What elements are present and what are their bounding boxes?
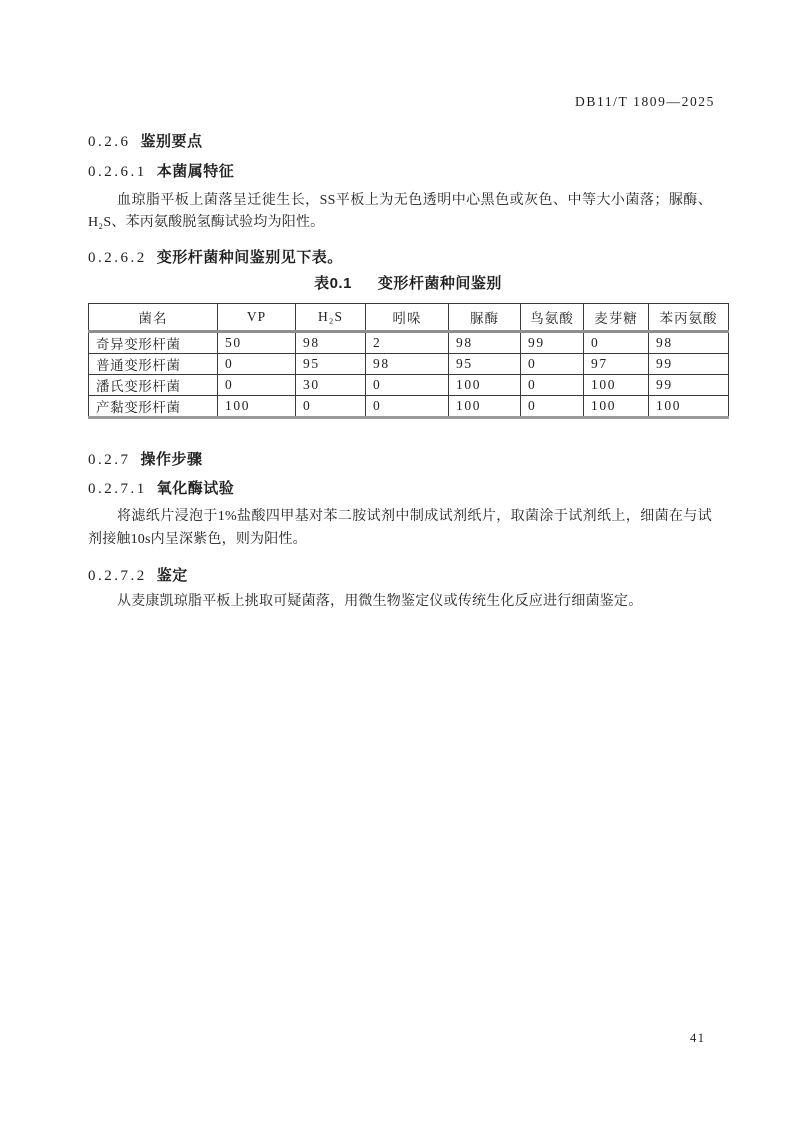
paragraph-oxidase-test: 将滤纸片浸泡于1%盐酸四甲基对苯二胺试剂中制成试剂纸片，取菌涂于试剂纸上，细菌在与试剂接触10s内呈深紫色，则为阳性。 bbox=[88, 509, 712, 547]
cell-value: 99 bbox=[521, 332, 584, 354]
clause-number: 0.2.6.2 bbox=[88, 250, 147, 266]
cell-value: 100 bbox=[584, 396, 649, 418]
cell-species-name: 普通变形杆菌 bbox=[89, 354, 218, 375]
cell-value: 100 bbox=[449, 375, 521, 396]
table-row bbox=[89, 375, 729, 396]
table-caption-label: 表0.1 bbox=[314, 275, 352, 292]
clause-0-2-7 bbox=[88, 448, 203, 469]
cell-value: 98 bbox=[649, 332, 729, 354]
column-header-urease: 脲酶 bbox=[449, 304, 521, 332]
clause-title: 氧化酶试验 bbox=[156, 480, 235, 497]
cell-value: 0 bbox=[366, 396, 449, 418]
cell-value: 50 bbox=[218, 332, 296, 354]
clause-number: 0.2.6.1 bbox=[88, 164, 147, 180]
clause-0-2-6-1 bbox=[88, 160, 234, 181]
cell-value: 100 bbox=[649, 396, 729, 418]
cell-value: 100 bbox=[449, 396, 521, 418]
clause-number: 0.2.7 bbox=[88, 452, 131, 468]
cell-value: 0 bbox=[218, 375, 296, 396]
column-header-phenylalanine: 苯丙氨酸 bbox=[649, 304, 729, 332]
cell-value: 0 bbox=[584, 332, 649, 354]
clause-number: 0.2.7.2 bbox=[88, 568, 147, 584]
cell-value: 2 bbox=[366, 332, 449, 354]
table-header-row bbox=[89, 304, 729, 332]
table-caption bbox=[88, 272, 728, 293]
clause-title: 本菌属特征 bbox=[156, 163, 235, 180]
column-header-h2s: H₂S bbox=[296, 304, 366, 332]
cell-value: 95 bbox=[296, 354, 366, 375]
column-header-indole: 吲哚 bbox=[366, 304, 449, 332]
table-row bbox=[89, 332, 729, 354]
table-row bbox=[89, 396, 729, 418]
cell-species-name: 奇异变形杆菌 bbox=[89, 332, 218, 354]
cell-value: 99 bbox=[649, 354, 729, 375]
clause-title: 鉴定 bbox=[156, 567, 188, 584]
cell-value: 100 bbox=[584, 375, 649, 396]
column-header-ornithine: 鸟氨酸 bbox=[521, 304, 584, 332]
cell-species-name: 潘氏变形杆菌 bbox=[89, 375, 218, 396]
cell-value: 98 bbox=[449, 332, 521, 354]
table-caption-title: 变形杆菌种间鉴别 bbox=[377, 275, 502, 292]
clause-0-2-7-1 bbox=[88, 477, 234, 498]
clause-title: 鉴别要点 bbox=[140, 133, 203, 150]
paragraph-genus-characteristics: 血琼脂平板上菌落呈迁徙生长，SS平板上为无色透明中心黑色或灰色、中等大小菌落；脲酶、H₂S、苯丙氨酸脱氢酶试验均为阳性。 bbox=[88, 193, 712, 230]
cell-value: 100 bbox=[218, 396, 296, 418]
cell-value: 98 bbox=[366, 354, 449, 375]
clause-number: 0.2.6 bbox=[88, 134, 131, 150]
cell-value: 0 bbox=[521, 354, 584, 375]
column-header-maltose: 麦芽糖 bbox=[584, 304, 649, 332]
clause-title: 变形杆菌种间鉴别见下表。 bbox=[156, 249, 343, 266]
proteus-species-differentiation-table bbox=[88, 303, 729, 419]
clause-title: 操作步骤 bbox=[140, 451, 203, 468]
clause-0-2-6 bbox=[88, 130, 203, 151]
cell-species-name: 产黏变形杆菌 bbox=[89, 396, 218, 418]
paragraph-identification: 从麦康凯琼脂平板上挑取可疑菌落，用微生物鉴定仪或传统生化反应进行细菌鉴定。 bbox=[117, 594, 643, 609]
cell-value: 99 bbox=[649, 375, 729, 396]
standard-code: DB11/T 1809—2025 bbox=[575, 94, 715, 109]
column-header-bacteria-name: 菌名 bbox=[89, 304, 218, 332]
cell-value: 0 bbox=[521, 375, 584, 396]
cell-value: 97 bbox=[584, 354, 649, 375]
table-row bbox=[89, 354, 729, 375]
cell-value: 0 bbox=[521, 396, 584, 418]
cell-value: 0 bbox=[218, 354, 296, 375]
cell-value: 0 bbox=[296, 396, 366, 418]
page-number: 41 bbox=[690, 1031, 706, 1045]
clause-number: 0.2.7.1 bbox=[88, 481, 147, 497]
cell-value: 0 bbox=[366, 375, 449, 396]
cell-value: 30 bbox=[296, 375, 366, 396]
clause-0-2-6-2 bbox=[88, 246, 343, 267]
column-header-vp: VP bbox=[218, 304, 296, 332]
cell-value: 98 bbox=[296, 332, 366, 354]
clause-0-2-7-2 bbox=[88, 564, 188, 585]
cell-value: 95 bbox=[449, 354, 521, 375]
